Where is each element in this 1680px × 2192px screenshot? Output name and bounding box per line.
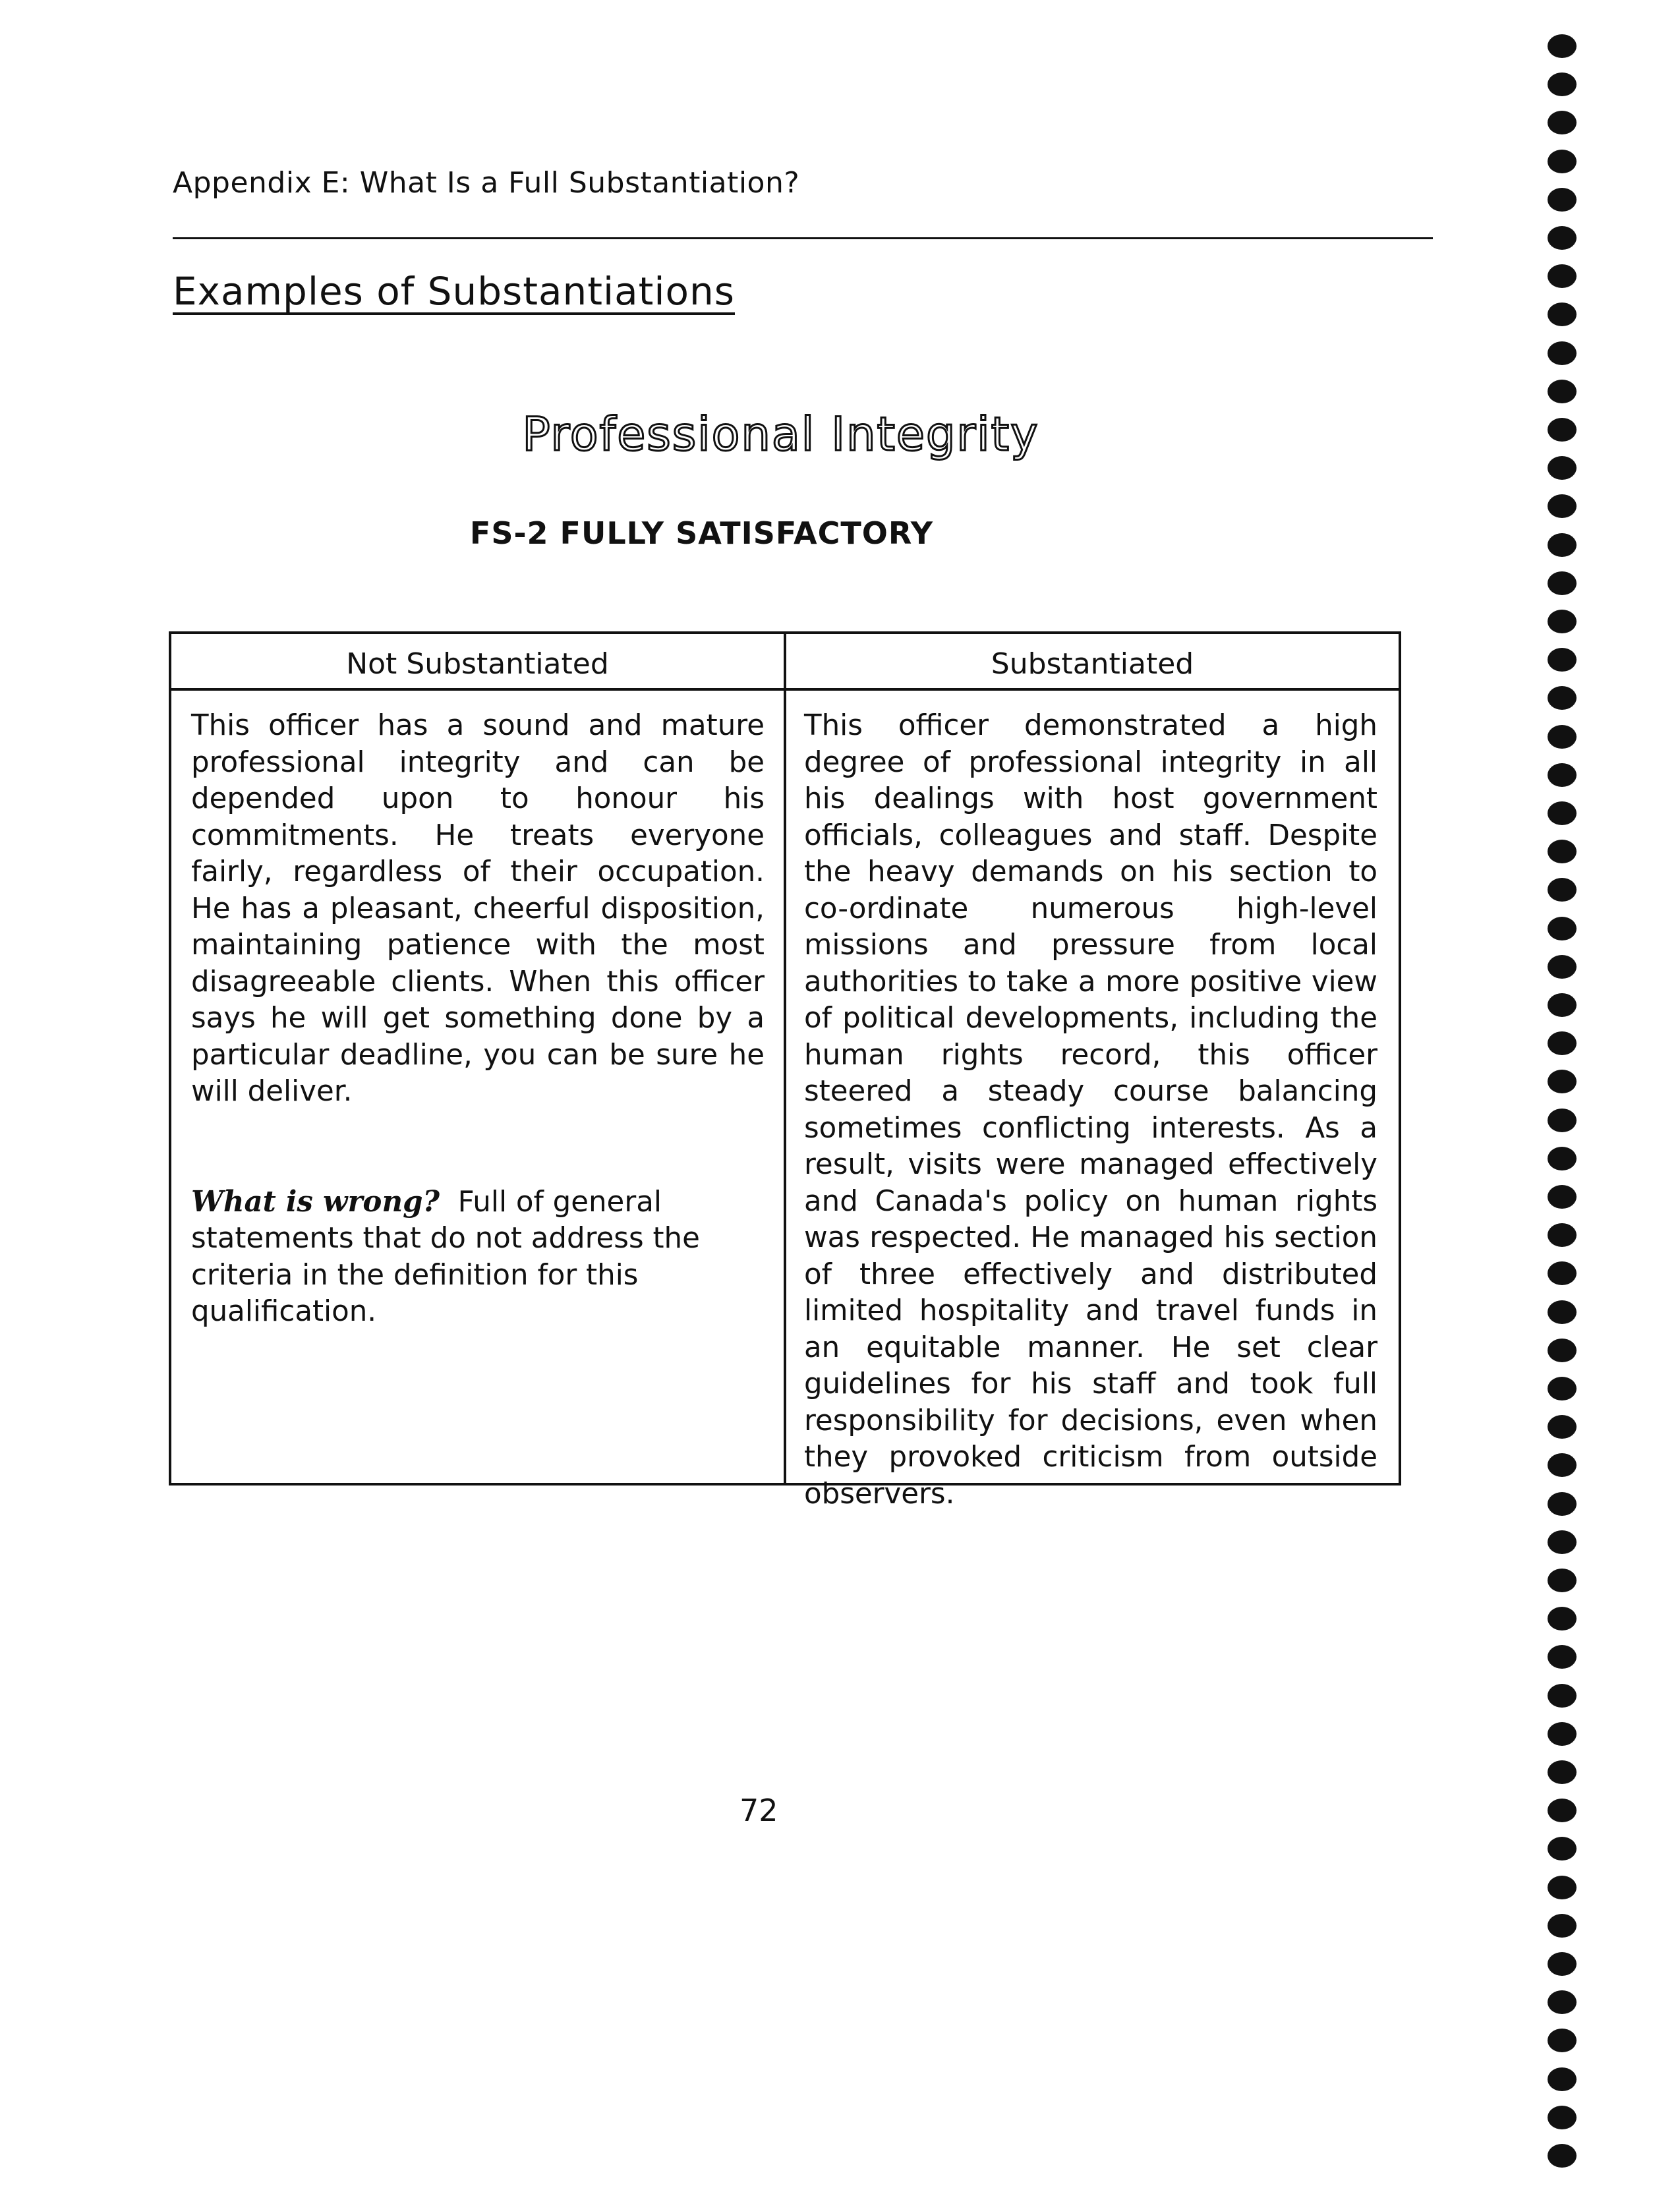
header-underline-right (786, 688, 1399, 691)
binding-hole (1548, 34, 1577, 58)
binding-hole (1548, 2106, 1577, 2129)
critique-text: Full of general statements that do not address the criteria in the definition for this qualification. (191, 1185, 700, 1328)
binding-hole (1548, 763, 1577, 787)
binding-hole (1548, 571, 1577, 595)
level-title: FS-2 FULLY SATISFACTORY (469, 515, 934, 551)
binding-hole (1548, 917, 1577, 940)
binding-hole (1548, 801, 1577, 825)
binding-hole (1548, 725, 1577, 749)
binding-hole (1548, 418, 1577, 442)
binding-hole (1548, 111, 1577, 134)
section-heading: Examples of Substantiations (173, 269, 735, 314)
binding-hole (1548, 686, 1577, 710)
binding-hole (1548, 1300, 1577, 1324)
not-substantiated-text: This officer has a sound and mature professional integrity and can be depended upon to honour his commitments. He treats everyone fairly, regardless of their occupation. He has a pleasant, cheerful disposition, maintaining patience with the most disagreeable clients. When this officer says he will get something done by a particular deadline, you can be sure he will deliver. (191, 709, 765, 1108)
binding-hole (1548, 1722, 1577, 1746)
binding-hole (1548, 1492, 1577, 1516)
binding-hole (1548, 72, 1577, 96)
binding-hole (1548, 1530, 1577, 1554)
binding-hole (1548, 341, 1577, 365)
binding-hole (1548, 1760, 1577, 1784)
binding-hole (1548, 2144, 1577, 2168)
column-divider (784, 634, 786, 1483)
binding-hole (1548, 1876, 1577, 1899)
binding-hole (1548, 1453, 1577, 1477)
binding-hole (1548, 993, 1577, 1017)
binding-hole (1548, 494, 1577, 518)
binding-hole (1548, 303, 1577, 326)
binding-hole (1548, 1914, 1577, 1938)
binding-hole (1548, 456, 1577, 480)
spiral-binding-holes (1538, 8, 1591, 2183)
binding-hole (1548, 533, 1577, 557)
critique-label: What is wrong? (191, 1184, 440, 1219)
binding-hole (1548, 226, 1577, 250)
binding-hole (1548, 150, 1577, 173)
binding-hole (1548, 1415, 1577, 1439)
binding-hole (1548, 1070, 1577, 1093)
binding-hole (1548, 1377, 1577, 1400)
binding-hole (1548, 1799, 1577, 1822)
binding-hole (1548, 1261, 1577, 1285)
cell-substantiated (804, 708, 1377, 1513)
binding-hole (1548, 2067, 1577, 2091)
binding-hole (1548, 1684, 1577, 1708)
binding-hole (1548, 380, 1577, 403)
binding-hole (1548, 840, 1577, 863)
binding-hole (1548, 2029, 1577, 2052)
cell-not-substantiated (191, 708, 765, 1331)
binding-hole (1548, 1952, 1577, 1976)
binding-hole (1548, 1837, 1577, 1860)
header-underline-left (171, 688, 784, 691)
substantiated-text: This officer demonstrated a high degree of professional integrity in all his dealings with host government officials, colleagues and staff. Despite the heavy demands on his section to co-ordinate numerous high-level missions and pressure from local authorities to take a more positive view of political developments, including the human rights record, this officer steered a steady course balancing sometimes conflicting interests. As a result, visits were managed effectively and Canada's policy on human rights was respected. He managed his section of three effectively and distributed limited hospitality and travel funds in an equitable manner. He set clear guidelines for his staff and took full responsibility for decisions, even when they provoked criticism from outside observers. (804, 709, 1377, 1511)
binding-hole (1548, 955, 1577, 979)
substantiation-table (169, 631, 1401, 1511)
running-header: Appendix E: What Is a Full Substantiation? (173, 166, 800, 200)
binding-hole (1548, 648, 1577, 672)
binding-hole (1548, 1569, 1577, 1592)
column-header-not-substantiated: Not Substantiated (346, 647, 609, 681)
binding-hole (1548, 1223, 1577, 1247)
binding-hole (1548, 1109, 1577, 1132)
critique (191, 1184, 765, 1331)
binding-hole (1548, 188, 1577, 212)
header-rule (173, 237, 1433, 239)
column-header-substantiated: Substantiated (991, 647, 1194, 681)
page-number: 72 (739, 1793, 778, 1828)
binding-hole (1548, 1147, 1577, 1170)
binding-hole (1548, 878, 1577, 902)
binding-hole (1548, 610, 1577, 633)
binding-hole (1548, 1031, 1577, 1055)
binding-hole (1548, 1990, 1577, 2014)
binding-hole (1548, 264, 1577, 288)
binding-hole (1548, 1607, 1577, 1630)
binding-hole (1548, 1645, 1577, 1669)
topic-title: Professional Integrity (522, 407, 1039, 461)
binding-hole (1548, 1339, 1577, 1362)
binding-hole (1548, 1185, 1577, 1209)
